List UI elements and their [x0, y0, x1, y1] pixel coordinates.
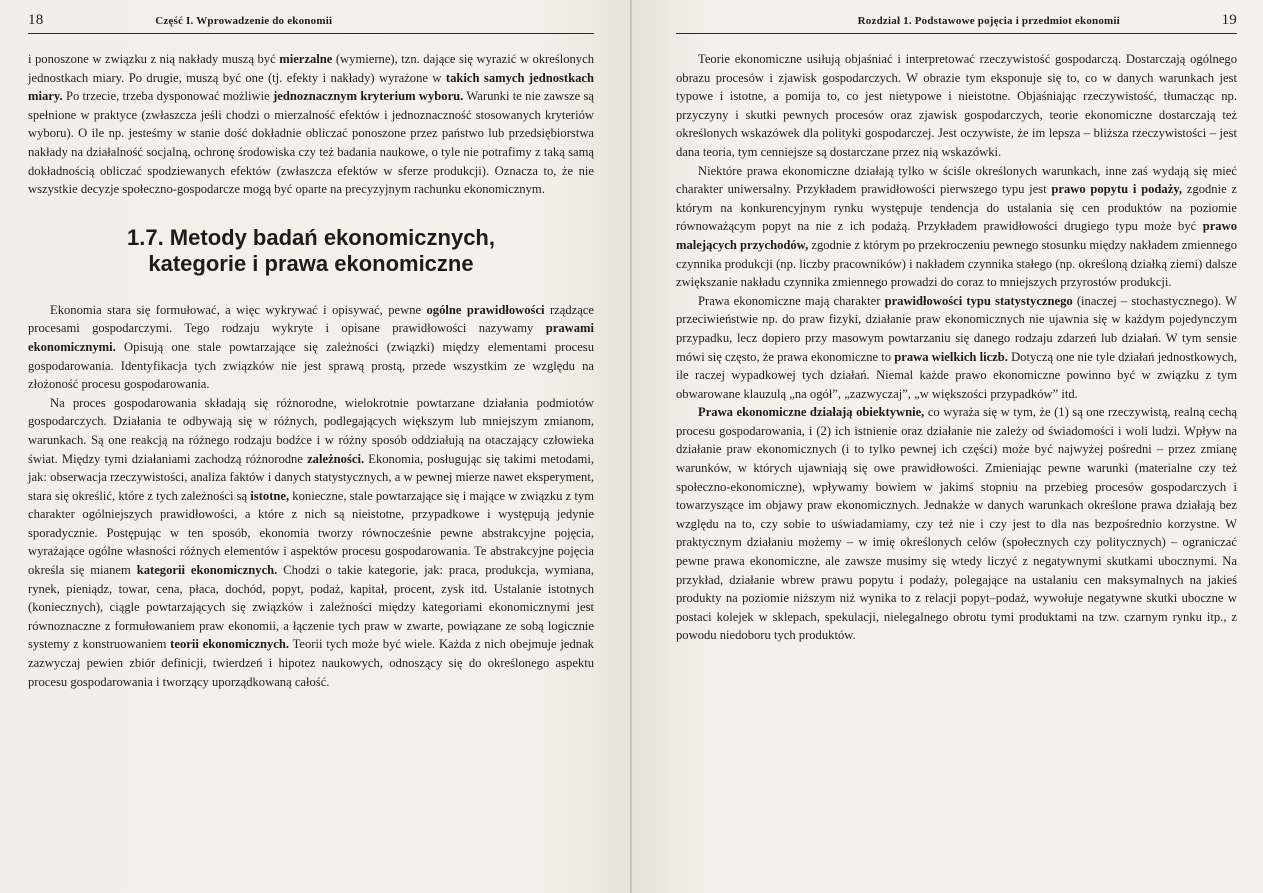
text-run: Po trzecie, trzeba dysponować możliwie [62, 89, 274, 104]
paragraph [676, 50, 1237, 162]
bold-term: Prawa ekonomiczne działają obiektywnie, [698, 405, 925, 420]
text-run: co wyraża się w tym, że (1) są one rzeczywistą, realną cechą procesu gospodarowania, i (2) ich istnienie oraz działanie nie zależy od świadomości i woli ludzi. Wpływ na działanie praw ekonomicznych (i to tylko pewnej ich części) może być najwyżej pośredni – przez zmianę warunków, w których ujawniają się owe prawidłowości. Zmieniając pewne warunki (materialne czy też społeczno-ekonomiczne), wpływamy bowiem w jakimś stopniu na przebieg procesów gospodarczych i towarzyszące im objawy praw ekonomicznych. Jednakże w danych warunkach określone prawa działają bez względu na to, czy sobie to uświadamiamy, czy też nie i czy jest to dla nas bezpośrednio korzystne. W praktycznym działaniu możemy – w imię określonych celów (społecznych czy politycznych) – ograniczać pewne prawa ekonomiczne, ale zawsze musimy się wtedy liczyć z negatywnymi skutkami ubocznymi. Na przykład, działanie wbrew prawu popytu i podaży, polegające na ustalaniu cen maksymalnych na jakieś produkty na poziomie niższym niż wynika to z relacji popyt–podaż, wywołuje negatywne skutki uboczne w postaci kolejek w sklepach, spekulacji, nielegalnego obrotu tymi produktami na tzw. czarnym rynku itp., z powodu niedoboru tych produktów. [676, 405, 1237, 643]
text-run: Ekonomia stara się formułować, a więc wykrywać i opisywać, pewne [50, 302, 427, 317]
paragraph [28, 50, 594, 199]
paragraph [676, 162, 1237, 292]
bold-term: teorii ekonomicznych. [170, 637, 290, 652]
text-run: Teorie ekonomiczne usiłują objaśniać i interpretować rzeczywistość gospodarczą. Dostarczają ogólnego obrazu procesów i zjawisk gospodarczych. W obrazie tym eksponuje się to, co w danych warunkach jest typowe i istotne, a pomija to, co jest nietypowe i nieistotne. Objaśniając rzeczywistość, tłumacząc np. przyczyny i skutki pewnych procesów oraz zjawisk gospodarczych, teorie ekonomiczne dostarczają też określonych wskazówek dla polityki gospodarczej. Jest oczywiste, że im lepsza – bliższa rzeczywistości – jest dana teoria, tym cenniejsze są dostarczane przez nią wskazówki. [676, 52, 1237, 159]
text-run: zgodnie z którym na konkurencyjnym rynku występuje tendencja do ustalania się cen produktów na poziomie równoważącym popyt na nie z ich podażą. Przykładem prawidłowości drugiego typu może być [676, 182, 1237, 234]
running-head-right [676, 12, 1237, 34]
page-number: 18 [28, 12, 44, 28]
text-run: Na proces gospodarowania składają się różnorodne, wielokrotnie powtarzane działania podmiotów gospodarczych. Działania te odbywają się w różnych, podlegających większym lub mniejszym zmianom, warunkach. Są one reakcją na różnego rodzaju bodźce i w różny sposób oddziałują na otaczający człowieka świat. Między tymi działaniami zachodzą różnorodne [28, 395, 594, 466]
section-heading-line: kategorie i prawa ekonomiczne [148, 250, 474, 276]
bold-term: jednoznacznym kryterium wyboru. [273, 89, 464, 104]
bold-term: prawa wielkich liczb. [894, 349, 1008, 364]
bold-term: prawidłowości typu statystycznego [884, 293, 1073, 308]
text-run: Chodzi o takie kategorie, jak: praca, produkcja, wymiana, rynek, pieniądz, towar, cena, płaca, dochód, popyt, podaż, kapitał, procent, zysk itd. Ustalanie istotnych (koniecznych), ciągle powtarzających się związków i zależności między kategoriami ekonomicznymi jest równoznaczne z formułowaniem praw ekonomii, a łączenie tych praw w zwarte, powiązane ze sobą logicznie systemy z konstruowaniem [28, 563, 595, 652]
text-run: Dotyczą one nie tyle działań jednostkowych, ile raczej wypadkowej tych działań. Niemal każde prawo ekonomiczne powinno być w związku z tym obwarowane klauzulą „na ogół”, „zazwyczaj”, „w większości przypadków” itd. [676, 349, 1237, 401]
bold-term: prawo popytu i podaży, [1051, 182, 1183, 197]
running-head-title: Część I. Wprowadzenie do ekonomii [155, 15, 333, 27]
paragraph [676, 403, 1237, 645]
bold-term: prawami ekonomicznymi. [28, 321, 594, 354]
bold-term: istotne, [250, 488, 290, 503]
running-head-left [28, 12, 594, 34]
bold-term: prawo malejących przychodów, [676, 219, 1237, 252]
text-run: rządzące procesami gospodarczymi. Tego rodzaju wykryte i opisane prawidłowości nazywamy [28, 302, 594, 336]
text-run: i ponoszone w związku z nią nakłady muszą być [28, 52, 280, 66]
right-page [632, 0, 1263, 893]
bold-term: kategorii ekonomicznych. [136, 563, 278, 578]
text-run: Teorii tych może być wiele. Każda z nich obejmuje jednak zazwyczaj pewien zbiór definicji, twierdzeń i hipotez naukowych, odnoszący się do określonego aspektu procesu gospodarowania i tworzący uporządkowaną całość. [28, 637, 594, 689]
section-heading [28, 225, 594, 277]
bold-term: takich samych jednostkach miary. [28, 70, 594, 104]
section-heading-line: 1.7. Metody badań ekonomicznych, [127, 224, 495, 250]
text-run: Ekonomia, posługując się takimi metodami, jak: obserwacja rzeczywistości, analiza faktów i danych statystycznych, a w pewnej mierze nawet eksperyment, stara się określić, które z tych zależności są [28, 451, 594, 503]
text-run: konieczne, stale powtarzające się i mające w związku z tym charakter ogólniejszych prawidłowości, a które z nich są nieistotne, przypadkowe i występują jedynie sporadycznie. Postępując w ten sposób, ekonomia tworzy równocześnie pewne abstrakcyjne pojęcia, wyrażające ogólne własności różnych elementów i aspektów procesu gospodarowania. Te abstrakcyjne pojęcia określa się mianem [28, 488, 594, 578]
page-number: 19 [1221, 12, 1237, 28]
bold-term: mierzalne [279, 52, 333, 66]
bold-term: ogólne prawidłowości [426, 302, 545, 317]
text-run: zgodnie z którym po przekroczeniu pewnego stosunku między nakładem zmiennego czynnika produkcji (np. liczby pracowników) i nakładem czynnika stałego (np. określoną działką ziemi) dalsze zwiększanie nakładu czynnika zmiennego prowadzi do coraz to mniejszych przyrostów produkcji. [676, 237, 1237, 290]
paragraph [28, 301, 594, 394]
text-run: Prawa ekonomiczne mają charakter [698, 293, 885, 308]
paragraph [676, 292, 1237, 404]
text-run: Warunki te nie zawsze są spełnione w praktyce (zwłaszcza jeśli chodzi o mierzalność efektów i jednoznaczność stosowanych kryteriów wyboru). O ile np. jesteśmy w stanie dość dokładnie obliczać ponoszone przez państwo lub przedsiębiorstwa nakłady na działalność socjalną, ochronę środowiska czy też badania naukowe, o tyle nie potrafimy z taką samą dokładnością obliczać spodziewanych efektów (zwłaszcza efektów w sferze produkcji). Oznacza to, że nie wszystkie decyzje społeczno-gospodarcze mogą być oparte na precyzyjnym rachunku ekonomicznym. [28, 89, 594, 197]
text-run: (wymierne), tzn. dające się wyrazić w określonych jednostkach miary. Po drugie, muszą być one (tj. efekty i nakłady) wyrażone w [28, 52, 594, 85]
text-run: Opisują one stale powtarzające się zależności (związki) między elementami procesu gospodarowania. Identyfikacja tych związków nie jest sprawą prostą, przede wszystkim ze względu na złożoność procesu gospodarowania. [28, 339, 594, 392]
text-run: (inaczej – stochastycznego). W przeciwieństwie np. do praw fizyki, działanie praw ekonomicznych nie ujawnia się w każdym pojedynczym przypadku, lecz dopiero przy masowym powtarzaniu się danego rodzaju zdarzeń lub działań. W tym sensie mówi się często, że prawa ekonomiczne to [676, 293, 1237, 364]
paragraph [28, 394, 594, 692]
running-head-title: Rozdział 1. Podstawowe pojęcia i przedmiot ekonomii [857, 15, 1120, 27]
bold-term: zależności. [307, 451, 365, 466]
text-run: Niektóre prawa ekonomiczne działają tylko w ściśle określonych warunkach, inne zaś wydają się mieć charakter uniwersalny. Przykładem prawidłowości pierwszego typu jest [676, 163, 1237, 197]
